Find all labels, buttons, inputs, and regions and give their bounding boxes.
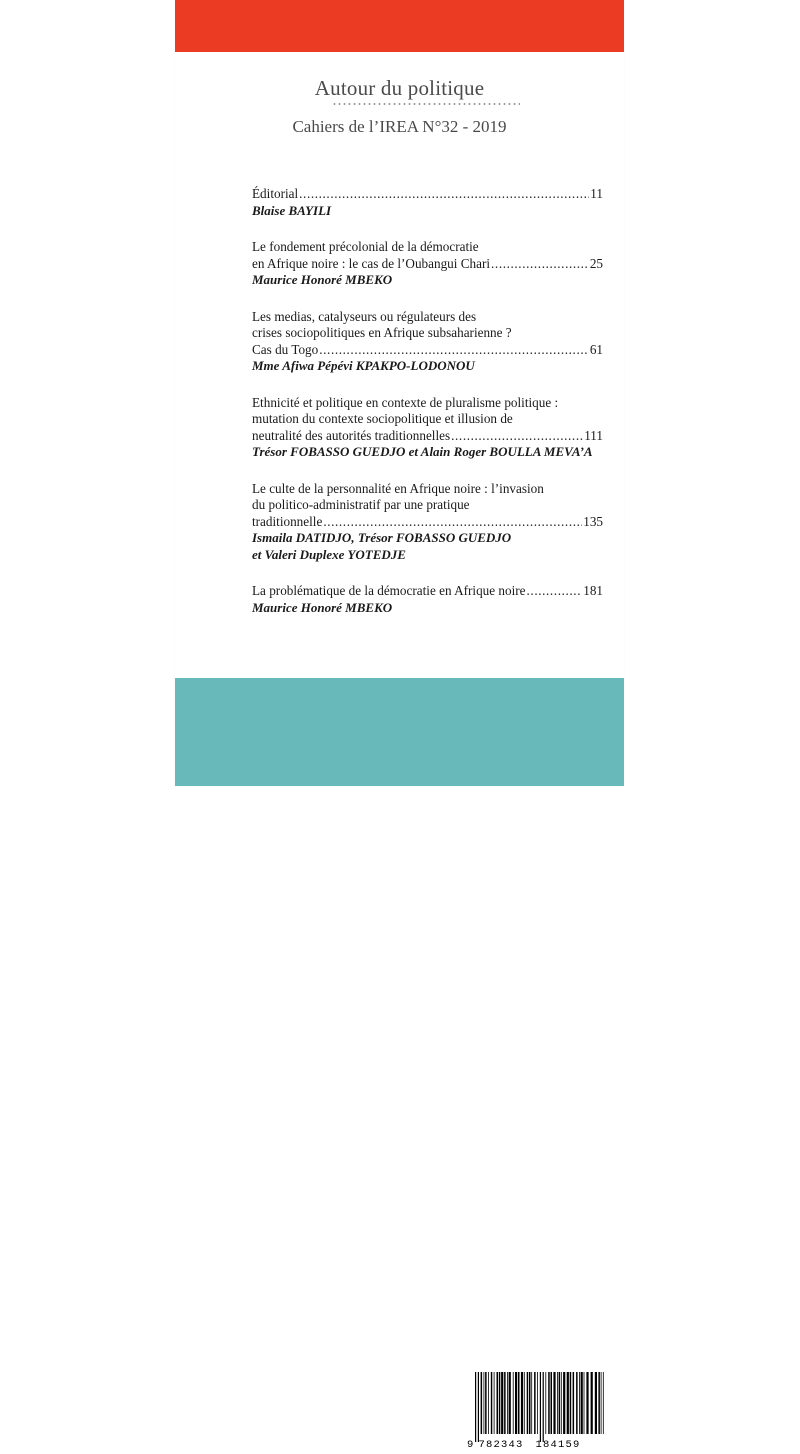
toc-entry-title-line: traditionnelle xyxy=(252,513,323,529)
barcode-bar xyxy=(518,1372,520,1434)
toc-author: Ismaila DATIDJO, Trésor FOBASSO GUEDJO xyxy=(252,530,512,545)
barcode-bar xyxy=(513,1372,514,1434)
toc-page-number: 61 xyxy=(589,341,603,357)
barcode-bar xyxy=(509,1372,511,1434)
barcode-bar xyxy=(603,1372,604,1434)
toc-entry-title-line: neutralité des autorités traditionnelles xyxy=(252,427,451,443)
series-title: Autour du politique xyxy=(314,76,485,100)
barcode-bar xyxy=(543,1372,544,1442)
toc-page-number: 111 xyxy=(584,427,603,443)
barcode-bar xyxy=(540,1372,541,1442)
barcode-bar xyxy=(484,1372,485,1434)
barcode-bar xyxy=(501,1372,503,1434)
barcode-bar xyxy=(494,1372,495,1434)
toc-entry-title-line: Le culte de la personnalité en Afrique noire : l’invasion xyxy=(252,480,544,496)
dotted-separator xyxy=(332,102,520,106)
barcode-bar xyxy=(567,1372,569,1434)
toc-entry xyxy=(252,481,603,564)
barcode-bar xyxy=(475,1372,476,1442)
toc-author: Blaise BAYILI xyxy=(252,202,332,218)
toc-author: Mme Afiwa Pépévi KPAKPO-LODONOU xyxy=(252,358,475,373)
isbn-text: ISBN : 978-2-343-18415-9 xyxy=(232,1405,352,1416)
toc-entry-title-line: en Afrique noire : le cas de l’Oubangui Chari xyxy=(252,255,491,271)
barcode-graphic xyxy=(461,1364,605,1454)
barcode-bar xyxy=(534,1372,536,1434)
toc-entry xyxy=(252,186,603,219)
barcode-bar xyxy=(497,1372,499,1434)
toc-page-number: 135 xyxy=(583,513,603,529)
toc-entry xyxy=(252,395,603,461)
barcode-bar xyxy=(557,1372,558,1434)
toc-entry-title-line: Éditorial xyxy=(252,186,299,201)
toc-entry-title-line: du politico-administratif par une pratique xyxy=(252,497,470,512)
toc-entry-title-line: crises sociopolitiques en Afrique subsaharienne ? xyxy=(252,325,512,340)
toc-entry-title-line: Le fondement précolonial de la démocratie xyxy=(252,239,479,254)
dot-leader xyxy=(451,428,583,445)
barcode-bar xyxy=(601,1372,602,1434)
barcode-bar xyxy=(563,1372,565,1434)
barcode-bar xyxy=(499,1372,501,1434)
barcode-bar xyxy=(548,1372,550,1434)
barcode-digits: 782343 xyxy=(478,1439,524,1451)
toc-author: Maurice Honoré MBEKO xyxy=(252,272,393,287)
toc-entry-title-line: mutation du contexte sociopolitique et illusion de xyxy=(252,411,513,426)
barcode-bar xyxy=(561,1372,562,1434)
barcode-bar xyxy=(491,1372,493,1434)
dot-leader xyxy=(319,342,589,359)
series-subtitle: Cahiers de l’IREA N°32 - 2019 xyxy=(292,117,507,136)
toc-entry-last-line xyxy=(252,186,603,203)
barcode-bar xyxy=(584,1372,585,1434)
barcode-bar xyxy=(591,1372,593,1434)
top-color-band xyxy=(175,0,624,52)
dot-leader xyxy=(491,256,589,273)
barcode-bar xyxy=(507,1372,508,1434)
dot-leader xyxy=(323,514,582,531)
toc-author: Maurice Honoré MBEKO xyxy=(252,599,393,615)
barcode-bar xyxy=(581,1372,583,1434)
barcode-bar xyxy=(531,1372,532,1434)
barcode-bar xyxy=(551,1372,553,1434)
toc-entry xyxy=(252,583,603,616)
toc-entry-title-line: Les medias, catalyseurs ou régulateurs des xyxy=(252,308,477,324)
bottom-color-band xyxy=(175,678,624,1451)
table-of-contents xyxy=(252,186,603,636)
toc-entry-title-line: Ethnicité et politique en contexte de pluralisme politique : xyxy=(252,394,559,410)
barcode-bar xyxy=(485,1372,487,1434)
toc-entry-last-line xyxy=(252,428,603,445)
barcode-bar xyxy=(545,1372,546,1434)
toc-entry xyxy=(252,309,603,375)
toc-entry-last-line xyxy=(252,583,603,600)
barcode-bar xyxy=(515,1372,517,1434)
toc-author: et Valeri Duplexe YOTEDJE xyxy=(252,546,406,562)
toc-entry-last-line xyxy=(252,514,603,531)
barcode-bar xyxy=(527,1372,529,1434)
barcode-bar xyxy=(576,1372,578,1434)
barcode-bar xyxy=(598,1372,600,1434)
barcode-bar xyxy=(521,1372,523,1434)
book-back-cover xyxy=(175,0,624,1451)
barcode xyxy=(461,1364,605,1454)
toc-entry-title-line: Cas du Togo xyxy=(252,341,319,357)
barcode-bar xyxy=(579,1372,580,1434)
barcode-digits: 184159 xyxy=(535,1439,581,1451)
toc-page-number: 25 xyxy=(589,255,603,271)
toc-entry xyxy=(252,239,603,289)
barcode-bar xyxy=(529,1372,531,1434)
barcode-bar xyxy=(478,1372,479,1442)
barcode-digits: 9 xyxy=(467,1439,475,1451)
toc-author: Trésor FOBASSO GUEDJO et Alain Roger BOULLA MEVA’A xyxy=(252,444,593,459)
toc-entry-last-line xyxy=(252,256,603,273)
barcode-bar xyxy=(586,1372,588,1434)
toc-page-number: 11 xyxy=(590,186,603,201)
barcode-bar xyxy=(504,1372,506,1434)
barcode-bar xyxy=(595,1372,597,1434)
toc-entry-last-line xyxy=(252,342,603,359)
barcode-bar xyxy=(559,1372,561,1434)
barcode-bar xyxy=(481,1372,483,1434)
price-text: 24 € xyxy=(232,1422,255,1437)
barcode-bar xyxy=(537,1372,538,1434)
barcode-bar xyxy=(488,1372,489,1434)
barcode-bar xyxy=(573,1372,575,1434)
toc-entry-title-line: La problématique de la démocratie en Afrique noire xyxy=(252,583,526,598)
toc-page-number: 181 xyxy=(583,583,603,598)
barcode-bar xyxy=(570,1372,572,1434)
dot-leader xyxy=(527,583,583,600)
barcode-bar xyxy=(553,1372,555,1434)
barcode-bar xyxy=(524,1372,525,1434)
dot-leader xyxy=(299,186,589,203)
